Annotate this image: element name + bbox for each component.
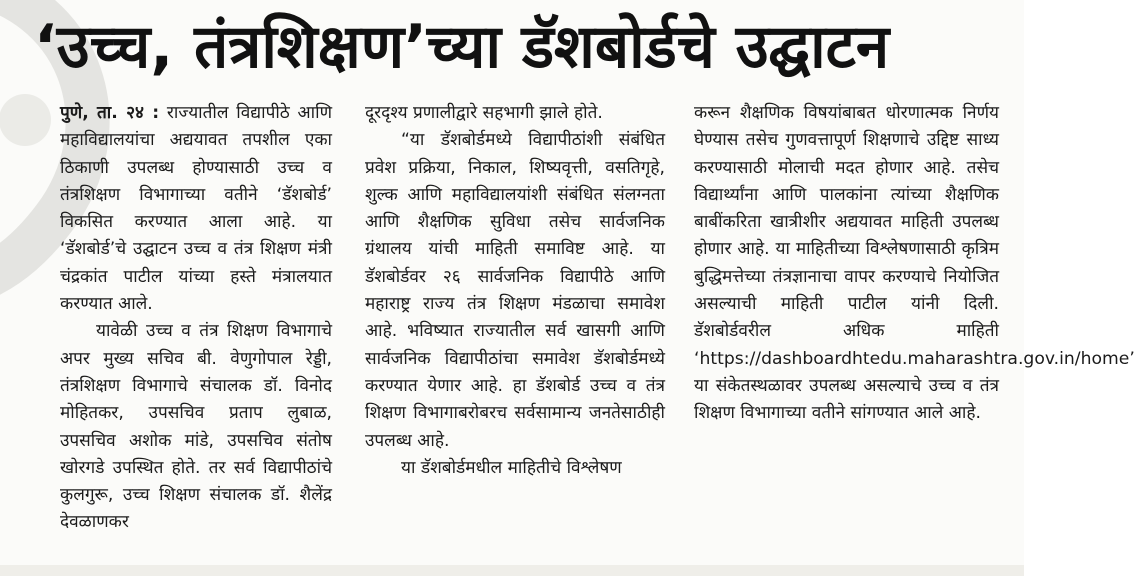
- article-column-3: [694, 100, 1135, 560]
- article-column-2: [365, 100, 665, 560]
- column-2-paragraph-1: दूरदृश्य प्रणालीद्वारे सहभागी झाले होते.: [365, 103, 603, 123]
- column-1-paragraph-1: [60, 100, 332, 318]
- column-2-paragraph-2: “या डॅशबोर्डमध्ये विद्यापीठांशी संबंधित प्रवेश प्रक्रिया, निकाल, शिष्यवृत्ती, वसतिगृहे, शुल्क आणि महाविद्यालयांशी संबंधित संलग्नता आणि शैक्षणिक सुविधा तसेच सार्वजनिक ग्रंथालय यांची माहिती समाविष्ट आहे. या डॅशबोर्डवर २६ सार्वजनिक विद्यापीठे आणि महाराष्ट्र राज्य तंत्र शिक्षण मंडळाचा समावेश आहे. भविष्यात राज्यातील सर्व खासगी आणि सार्वजनिक विद्यापीठांचा समावेश डॅशबोर्डमध्ये करण्यात येणार आहे. हा डॅशबोर्ड उच्च व तंत्र शिक्षण विभागाबरोबरच सर्वसामान्य जनतेसाठीही उपलब्ध आहे.: [365, 130, 665, 451]
- column-3-paragraph-1: करून शैक्षणिक विषयांबाबत धोरणात्मक निर्णय घेण्यास तसेच गुणवत्तापूर्ण शिक्षणाचे उद्दिष्ट साध्य करण्यासाठी मोलाची मदत होणार आहे. तसेच विद्यार्थ्यांना आणि पालकांना त्यांच्या शैक्षणिक बाबींकरिता खात्रीशीर अद्ययावत माहिती उपलब्ध होणार आहे. या माहितीच्या विश्लेषणासाठी कृत्रिम बुद्धिमत्तेच्या तंत्रज्ञानाचा वापर करण्याचे नियोजित असल्याची माहिती पाटील यांनी दिली. डॅशबोर्डवरील अधिक माहिती ‘https://dashboardhtedu.maharashtra.gov.in/home’ या संकेतस्थळावर उपलब्ध असल्याचे उच्च व तंत्र शिक्षण विभागाच्या वतीने सांगण्यात आले आहे.: [694, 103, 1135, 424]
- column-1-paragraph-2: यावेळी उच्च व तंत्र शिक्षण विभागाचे अपर मुख्य सचिव बी. वेणुगोपाल रेड्डी, तंत्रशिक्षण विभागाचे संचालक डॉ. विनोद मोहितकर, उपसचिव प्रताप लुबाळ, उपसचिव अशोक मांडे, उपसचिव संतोष खोरगडे उपस्थित होते. तर सर्व विद्यापीठांचे कुलगुरू, उच्च शिक्षण संचालक डॉ. शैलेंद्र देवळाणकर: [60, 321, 332, 533]
- article-column-1: [60, 100, 332, 560]
- column-1-paragraph-1-text: राज्यातील विद्यापीठे आणि महाविद्यालयांचा अद्ययावत तपशील एका ठिकाणी उपलब्ध होण्यासाठी उच्च व तंत्रशिक्षण विभागाच्या वतीने ‘डॅशबोर्ड’ विकसित करण्यात आला आहे. या ‘डॅशबोर्ड’चे उद्घाटन उच्च व तंत्र शिक्षण मंत्री चंद्रकांत पाटील यांच्या हस्ते मंत्रालयात करण्यात आले.: [60, 103, 332, 315]
- column-2-paragraph-3: या डॅशबोर्डमधील माहितीचे विश्लेषण: [401, 457, 622, 478]
- page-bottom-edge: [0, 565, 1024, 576]
- article-headline: ‘उच्च, तंत्रशिक्षण’च्या डॅशबोर्डचे उद्घाटन: [34, 12, 890, 82]
- article-dateline: पुणे, ता. २४ :: [60, 103, 160, 123]
